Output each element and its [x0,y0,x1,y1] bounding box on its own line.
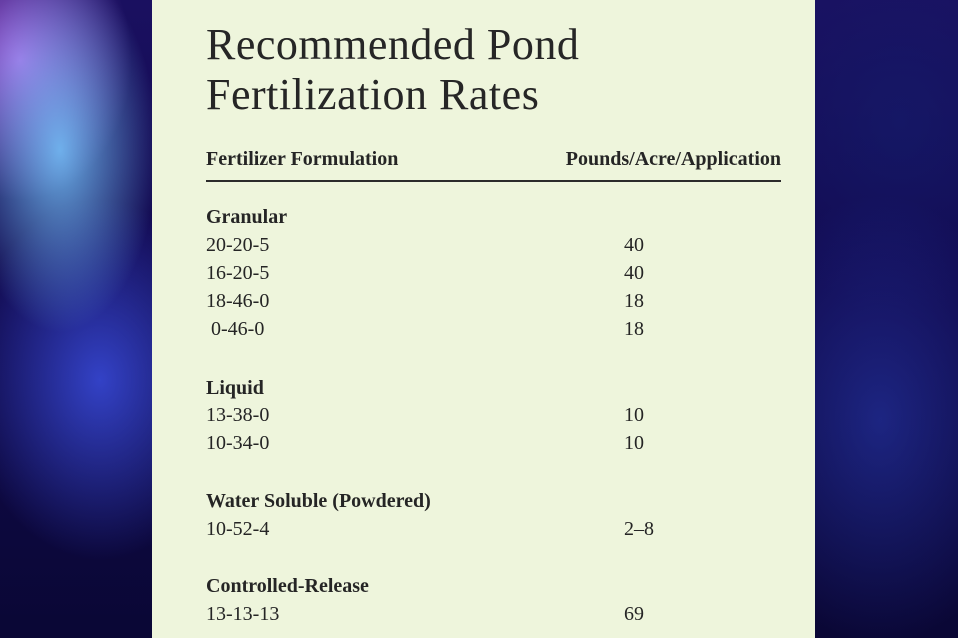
table-row [206,600,781,628]
rate-cell: 40 [624,234,644,256]
slide-panel [152,0,815,638]
rate-cell: 2–8 [624,518,654,540]
formulation-cell: 10-34-0 [206,432,270,454]
formulation-cell: 18-46-0 [206,290,270,312]
column-header-rate: Pounds/Acre/Application [565,148,781,170]
formulation-cell: 0-46-0 [206,318,265,340]
rate-cell: 10 [624,432,644,454]
rate-cell: 18 [624,318,644,340]
background-left [0,0,152,638]
rate-cell: 18 [624,290,644,312]
rate-cell: 40 [624,262,644,284]
group-heading-granular: Granular [206,206,288,228]
formulation-cell: 13-13-13 [206,603,280,625]
table-row [206,401,781,429]
page-title [206,20,579,120]
group-heading-controlled-release: Controlled-Release [206,575,369,597]
formulation-cell: 16-20-5 [206,262,270,284]
table-header [206,146,781,182]
formulation-cell: 20-20-5 [206,234,270,256]
table-row [206,515,781,543]
rate-cell: 10 [624,404,644,426]
formulation-cell: 13-38-0 [206,404,270,426]
column-header-formulation: Fertilizer Formulation [206,148,399,170]
title-line: Recommended Pond [206,20,580,69]
table-row [206,315,781,343]
group-heading-liquid: Liquid [206,377,264,399]
formulation-cell: 10-52-4 [206,518,270,540]
table-row [206,259,781,287]
group-heading-water-soluble: Water Soluble (Powdered) [206,490,431,512]
table-row [206,287,781,315]
table-row [206,231,781,259]
background-right [815,0,958,638]
title-line: Fertilization Rates [206,70,540,119]
rate-cell: 69 [624,603,644,625]
table-row [206,429,781,457]
